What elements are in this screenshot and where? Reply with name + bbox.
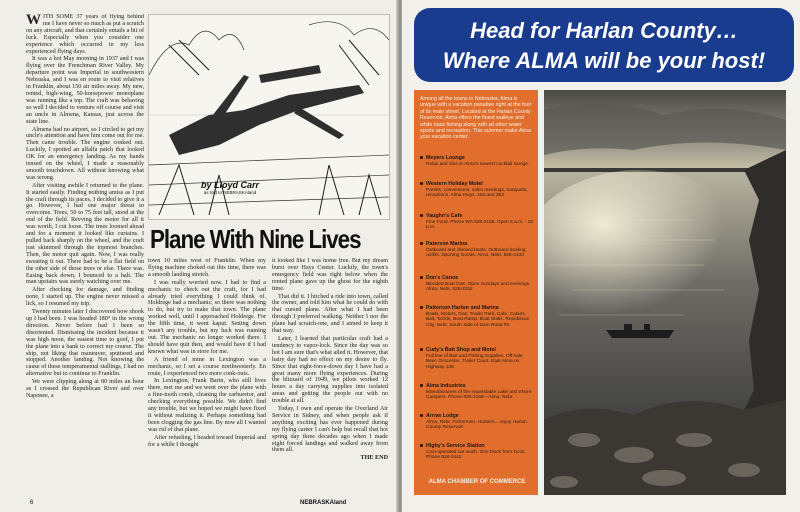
article-paragraph: town 10 miles west of Franklin. When my flying machine choked out this time, there was a smooth landing stretch. [148, 258, 266, 278]
ad-headline-2: Where ALMA will be your host! [442, 48, 766, 73]
article-paragraph: After checking for damage, and finding none, I started up. The engine never missed a lick, so I resumed my trip. [26, 287, 144, 308]
page-number: 6 [30, 500, 34, 506]
list-item: Western Holiday Motel Parties, conventions, sales meetings, banquets, receptions. Alma Hwys. 183 and 383 [420, 182, 534, 199]
byline [180, 180, 280, 195]
ad-headline-1: Head for Harlan County… [470, 18, 738, 43]
ad-intro: Among all the towns in Nebraska, Alma is unique with a vacation paradise right at the foot of its main street. Located at the Harlan County Reservoir, Alma offers the finest walleye and white bass fishing along with all other water sports and recreation. This summer make Alma your vacation center. [420, 96, 532, 141]
list-item: Alma Industries Manufacturers of the expandable Lake and Shore Campers. Phone 928-2168—Alma, Nebr. [420, 384, 534, 401]
list-item: Patterson Harbor and Marina Boats, Motors, Gas, Trailer Park, Cafe, Cabins, Bait, Tackle, Boat Ramp, Boat Stalls. Republican City, Nebr. South Side of Dam Road #3 [420, 306, 534, 329]
right-page [402, 0, 800, 512]
bullet-icon [420, 182, 423, 185]
drop-cap: W [26, 14, 41, 28]
article-paragraph: That did it. I hitched a ride into town, called the owner, and told him what he could do with that cursed plane. After what I had been through I preferred walking. Neither I nor the plane had scratch-one, and I aimed to keep it that way. [272, 293, 388, 335]
article-column-1 [26, 14, 144, 500]
list-item: Paterson Marina Outboard and inboard boats. Outboard boating outfits. Sporting Goods. Alma, Nebr. 928-2133 [420, 242, 534, 259]
article-paragraph: A friend of mine in Lexington was a mechanic, so I set a course northwesterly. En route, I experienced two more conk-outs. [148, 356, 266, 377]
article-paragraph: I was really worried now. I had to find a mechanic to check out the craft, for I had already tried everything I could think of. Holdrege had a mechanic, so there was nothing to do, but try to make that town. The plane worked well, until I approached Holdrege. For the fifth time, it went kaput. Setting down wasn't any trouble, but my luck was running out. The mechanic no longer worked there. I should have quit then, and would have if I had known what was in store for me. [148, 279, 266, 355]
bullet-icon [420, 384, 423, 387]
article-paragraph: After refueling, I headed toward Imperial and for a while I thought [148, 434, 266, 448]
end-mark: THE END [360, 455, 388, 462]
list-item: Don's Canoe Blended Boat Gas. Open Sundays and evenings. Alma, Nebr. 928-2252 [420, 276, 534, 293]
article-paragraph: Today, I own and operate the Overland Air Service in Sidney, and when people ask if anything exciting has ever happened during my flying career I can't help but recall that hot spring day three decades ago when I made eight forced landings and walked away from them all. [272, 406, 388, 454]
article-title: Plane With Nine Lives [150, 224, 361, 254]
reservoir-photo [544, 90, 786, 495]
list-item: Vaughn's Cafe Fine Food. Phone WA 928-2158. Open 6 a.m. - 10 p.m. [420, 214, 534, 231]
article-paragraph: After visiting awhile I returned to the plane. It started easily. Finding nothing amiss as I put the craft through its paces, I decided to give it a go. However, I had one major threat to overcome. Trees, 50 to 75 feet tall, stood at the end of the field. Revving the motor for all it was worth, I cut loose. The trees loomed ahead and for a moment it looked like curtains. I pulled back sharply on the wheel, and the craft just skimmed through the topmost branches. Then, the motor quit again. Now, I was really sweating it out. There had to be a flat field on the other side of those trees or else. There was. Easing back down, I bounced to a halt. The man upstairs was surely watching over me. [26, 182, 144, 286]
article-column-3 [272, 258, 388, 500]
bullet-icon [420, 348, 423, 351]
article-paragraph: We were clipping along at 80 miles an hour as I crossed the Republican River and over Naponee, a [26, 379, 144, 399]
as-told-to: as told to NEBRASKAland [203, 190, 257, 195]
bullet-icon [420, 156, 423, 159]
list-item: Cudy's Bait Shop and Motel Full line of Bait and Fishing Supplies. Off-sale Beer, Groceries, Trailer Court. East Alma on Highway 136 [420, 348, 534, 371]
bullet-icon [420, 242, 423, 245]
bullet-icon [420, 276, 423, 279]
magazine-name: NEBRASKAland [300, 500, 347, 506]
author-name: by Lloyd Carr [200, 180, 259, 190]
article-paragraph: Later, I learned that particular craft had a tendency to vapor-lock. Since the day was so hot I am sure that's what ailed it. However, that hairy day had no effect on my desire to fly. Since that eight-force-down day I have had a great many more flying experiences. During the blizzard of 1949, we pilots worked 12 hours a day carrying supplies into isolated areas and getting the people out with no trouble at all. [272, 335, 388, 405]
bullet-icon [420, 306, 423, 309]
article-paragraph: Almena had no airport, so I circled to get my uncle's attention and have him come out for me. Then came trouble. The engine conked out. Luckily, I spotted an alfalfa patch that looked OK for an emergency landing. As my hands tensed on the wheel, I made a reasonably smooth touchdown. All without knowing what was wrong. [26, 126, 144, 181]
article-paragraph: WITH SOME 37 years of flying behind me I have never so much as put a scratch on any aircraft, and that certainly entails a bit of luck. Especially when you consider one experience which occurred in my less experienced flying days. [26, 14, 144, 55]
list-item: Meyers Lounge Relax and dine in Alma's newest cocktail lounge. [420, 156, 534, 167]
ad-banner [414, 8, 794, 82]
bullet-icon [420, 444, 423, 447]
lake-boat-image [544, 90, 786, 495]
article-paragraph: In Lexington, Frank Barin, who still lives there, met me and we went over the plane with a fine-tooth comb, cleaning the carburetor, and checking everything possible. We didn't find any trouble, but we hoped we might have fixed it without realizing it. Perhaps something had been clogging the gas line. By now all I wanted was rid of that plane. [148, 378, 266, 433]
bullet-icon [420, 414, 423, 417]
ad-listings-panel [414, 90, 538, 495]
chamber-of-commerce: ALMA CHAMBER OF COMMERCE [428, 479, 526, 485]
article-column-2 [148, 258, 266, 500]
article-paragraph: It was a hot May morning in 1937 and I was flying over the Frenchman River Valley. My departure point was Imperial in southwestern Nebraska, and I was en route to visit relatives in Franklin, about 150 air miles away. My new, rented, high-wing, 50-horsepower monoplane was running like a top. The craft was behaving so well I decided to venture off course and visit an uncle in Almena, Kansas, just across the state line. [26, 56, 144, 125]
list-item: Higby's Service Station Coin-operated car wash. One block from Dock. Phone 928-2442 [420, 444, 534, 461]
bullet-icon [420, 214, 423, 217]
list-item: Arrow Lodge Alma, Nebr. Fishermen, Hunters... enjoy Harlan County Reservoir [420, 414, 534, 431]
left-page [0, 0, 398, 512]
article-paragraph: Twenty minutes later I discovered how shook up I had been. I was headed 180° in the wrong direction. Never before had I been so disoriented. Dismissing the incident because it was high noon, the easiest time to goof, I put the plane into a bank to correct my course. The ship, not liking that maneuver, sputtered and stopped. Another landing. Not knowing the cause of these temperamental stallings, I had no alternative but to continue to Franklin. [26, 309, 144, 378]
article-paragraph: it looked like I was home free. But my dream burst over Hays Center. Luckily, the town's emergency field was right below when the rented plane gave up the ghost for the eighth time. [272, 258, 388, 292]
